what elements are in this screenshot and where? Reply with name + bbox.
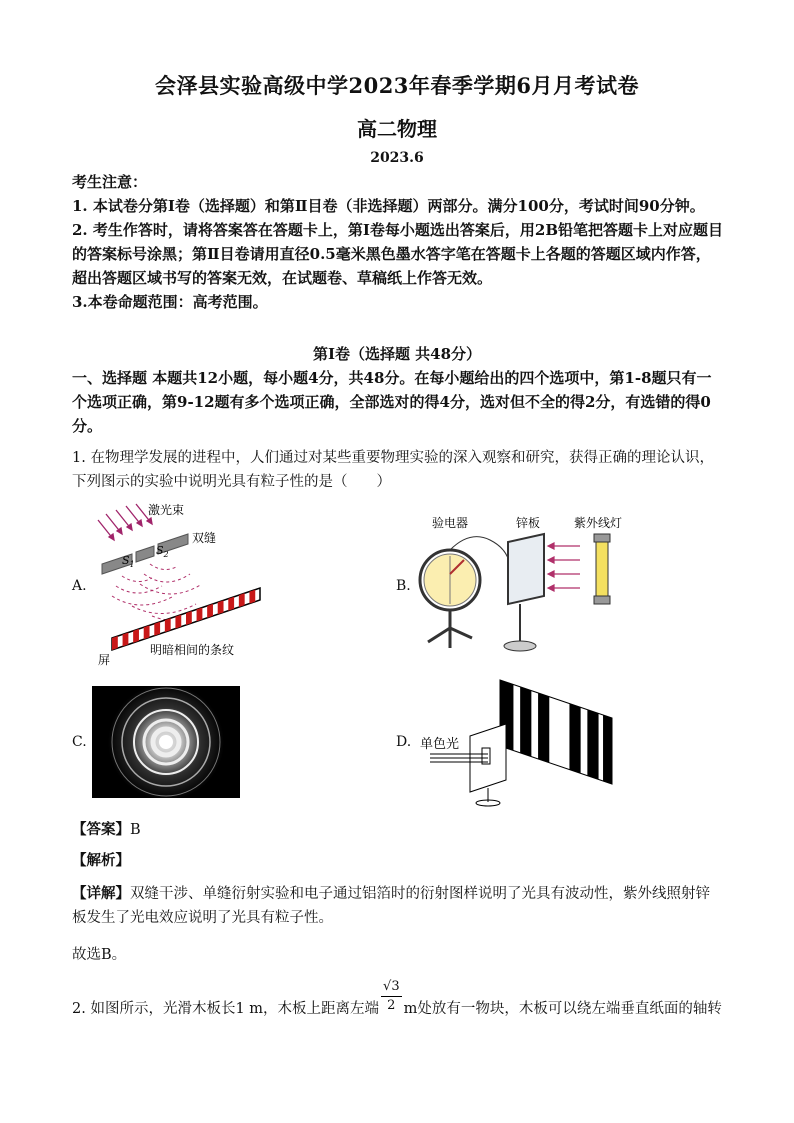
mono-light-label: 单色光	[420, 737, 460, 752]
zinc-plate-label: 锌板	[516, 516, 541, 530]
answer-line	[72, 818, 141, 842]
fringe-band	[197, 607, 203, 621]
answer-value: B	[130, 822, 141, 838]
fringe-band	[239, 593, 245, 607]
option-a-double-slit-figure	[92, 500, 282, 670]
fringe-band	[228, 597, 234, 611]
double-slit-label: 双缝	[192, 531, 217, 545]
question-2-stem	[72, 978, 732, 1028]
notice-heading: 考生注意：	[72, 173, 148, 191]
uv-lamp-label: 紫外线灯	[574, 516, 623, 530]
fringe-band	[123, 632, 129, 646]
section-heading: 第Ⅰ卷（选择题 共48分）	[312, 345, 482, 363]
fringe-band	[186, 611, 192, 625]
fringe-band	[154, 622, 160, 636]
detail-label: 【详解】	[72, 885, 130, 902]
exam-title: 会泽县实验高级中学2023年春季学期6月月考试卷	[154, 73, 640, 98]
subject-title: 高二物理	[357, 117, 437, 141]
uv-lamp	[596, 540, 608, 598]
option-c-electron-diffraction-figure	[92, 686, 240, 798]
fraction-denominator: 2	[387, 998, 396, 1013]
unit: m	[403, 1000, 418, 1017]
s2-label: $S_2$	[156, 544, 169, 559]
fringe-band	[218, 600, 224, 614]
screen-label: 屏	[98, 653, 111, 667]
section-instructions: 一、选择题 本题共12小题，每小题4分，共48分。在每小题给出的四个选项中，第1-8题只有一个选项正确，第9-12题有多个选项正确，全部选对的得4分，选对但不全的得2分，有选错的得0分。	[72, 369, 712, 435]
uv-ray-arrows	[548, 543, 580, 591]
fringe-band	[207, 604, 213, 618]
dark-band	[569, 704, 580, 774]
laser-label: 激光束	[148, 503, 185, 517]
dark-band	[538, 693, 549, 763]
fringe-band	[165, 618, 171, 632]
fringes-label: 明暗相间的条纹	[150, 643, 235, 657]
answer-label: 【答案】	[72, 821, 130, 838]
detail-block	[72, 882, 724, 930]
exam-date: 2023.6	[370, 150, 424, 166]
fringe-band	[249, 590, 255, 604]
option-a-letter: A.	[72, 578, 87, 594]
slit-plate-middle	[136, 546, 154, 562]
dark-band	[587, 710, 598, 780]
fringe-band	[144, 625, 150, 639]
fringe-band	[175, 615, 181, 629]
notice-item-2: 2. 考生作答时，请将答案答在答题卡上，第Ⅰ卷每小题选出答案后，用2B铅笔把答题卡上对应题目的答案标号涂黑；第Ⅱ目卷请用直径0.5毫米黑色墨水答字笔在答题卡上各题的答题区域内作答，超出答题区域书写的答案无效，在试题卷、草稿纸上作答无效。	[72, 221, 724, 287]
option-d-letter: D.	[396, 734, 412, 750]
dark-band	[603, 715, 612, 784]
analysis-label: 【解析】	[72, 852, 130, 869]
question-1-stem: 1. 在物理学发展的进程中，人们通过对某些重要物理实验的深入观察和研究，获得正确的理论认识，下列图示的实验中说明光具有粒子性的是（ ）	[72, 450, 714, 490]
electroscope-label: 验电器	[432, 516, 469, 530]
option-b-photoelectric-figure	[410, 510, 650, 660]
detail-text: 双缝干涉、单缝衍射实验和电子通过铝箔时的衍射图样说明了光具有波动性，紫外线照射锌板发生了光电效应说明了光具有粒子性。	[72, 886, 710, 926]
zinc-plate	[508, 534, 544, 604]
laser-beam-arrows	[98, 504, 152, 540]
question-2-part2: 处放有一物块，木板可以绕左端垂直纸面的轴转	[417, 1000, 722, 1017]
option-d-single-slit-figure	[414, 676, 624, 808]
fringe-band	[112, 636, 118, 650]
conclusion: 故选B。	[72, 947, 127, 963]
option-c-letter: C.	[72, 734, 87, 750]
fraction	[381, 978, 402, 1015]
question-2-part1: 2. 如图所示，光滑木板长1 m，木板上距离左端	[72, 1000, 380, 1017]
fringe-band	[133, 629, 139, 643]
s1-label: $S_1$	[122, 554, 135, 569]
notice-block	[72, 170, 724, 314]
fraction-numerator: √3	[381, 978, 402, 997]
notice-item-3: 3.本卷命题范围：高考范围。	[72, 293, 268, 311]
dark-band	[520, 687, 531, 757]
notice-item-1: 1. 本试卷分第Ⅰ卷（选择题）和第Ⅱ目卷（非选择题）两部分。满分100分，考试时间90分钟。	[72, 197, 705, 215]
option-b-letter: B.	[396, 578, 411, 594]
